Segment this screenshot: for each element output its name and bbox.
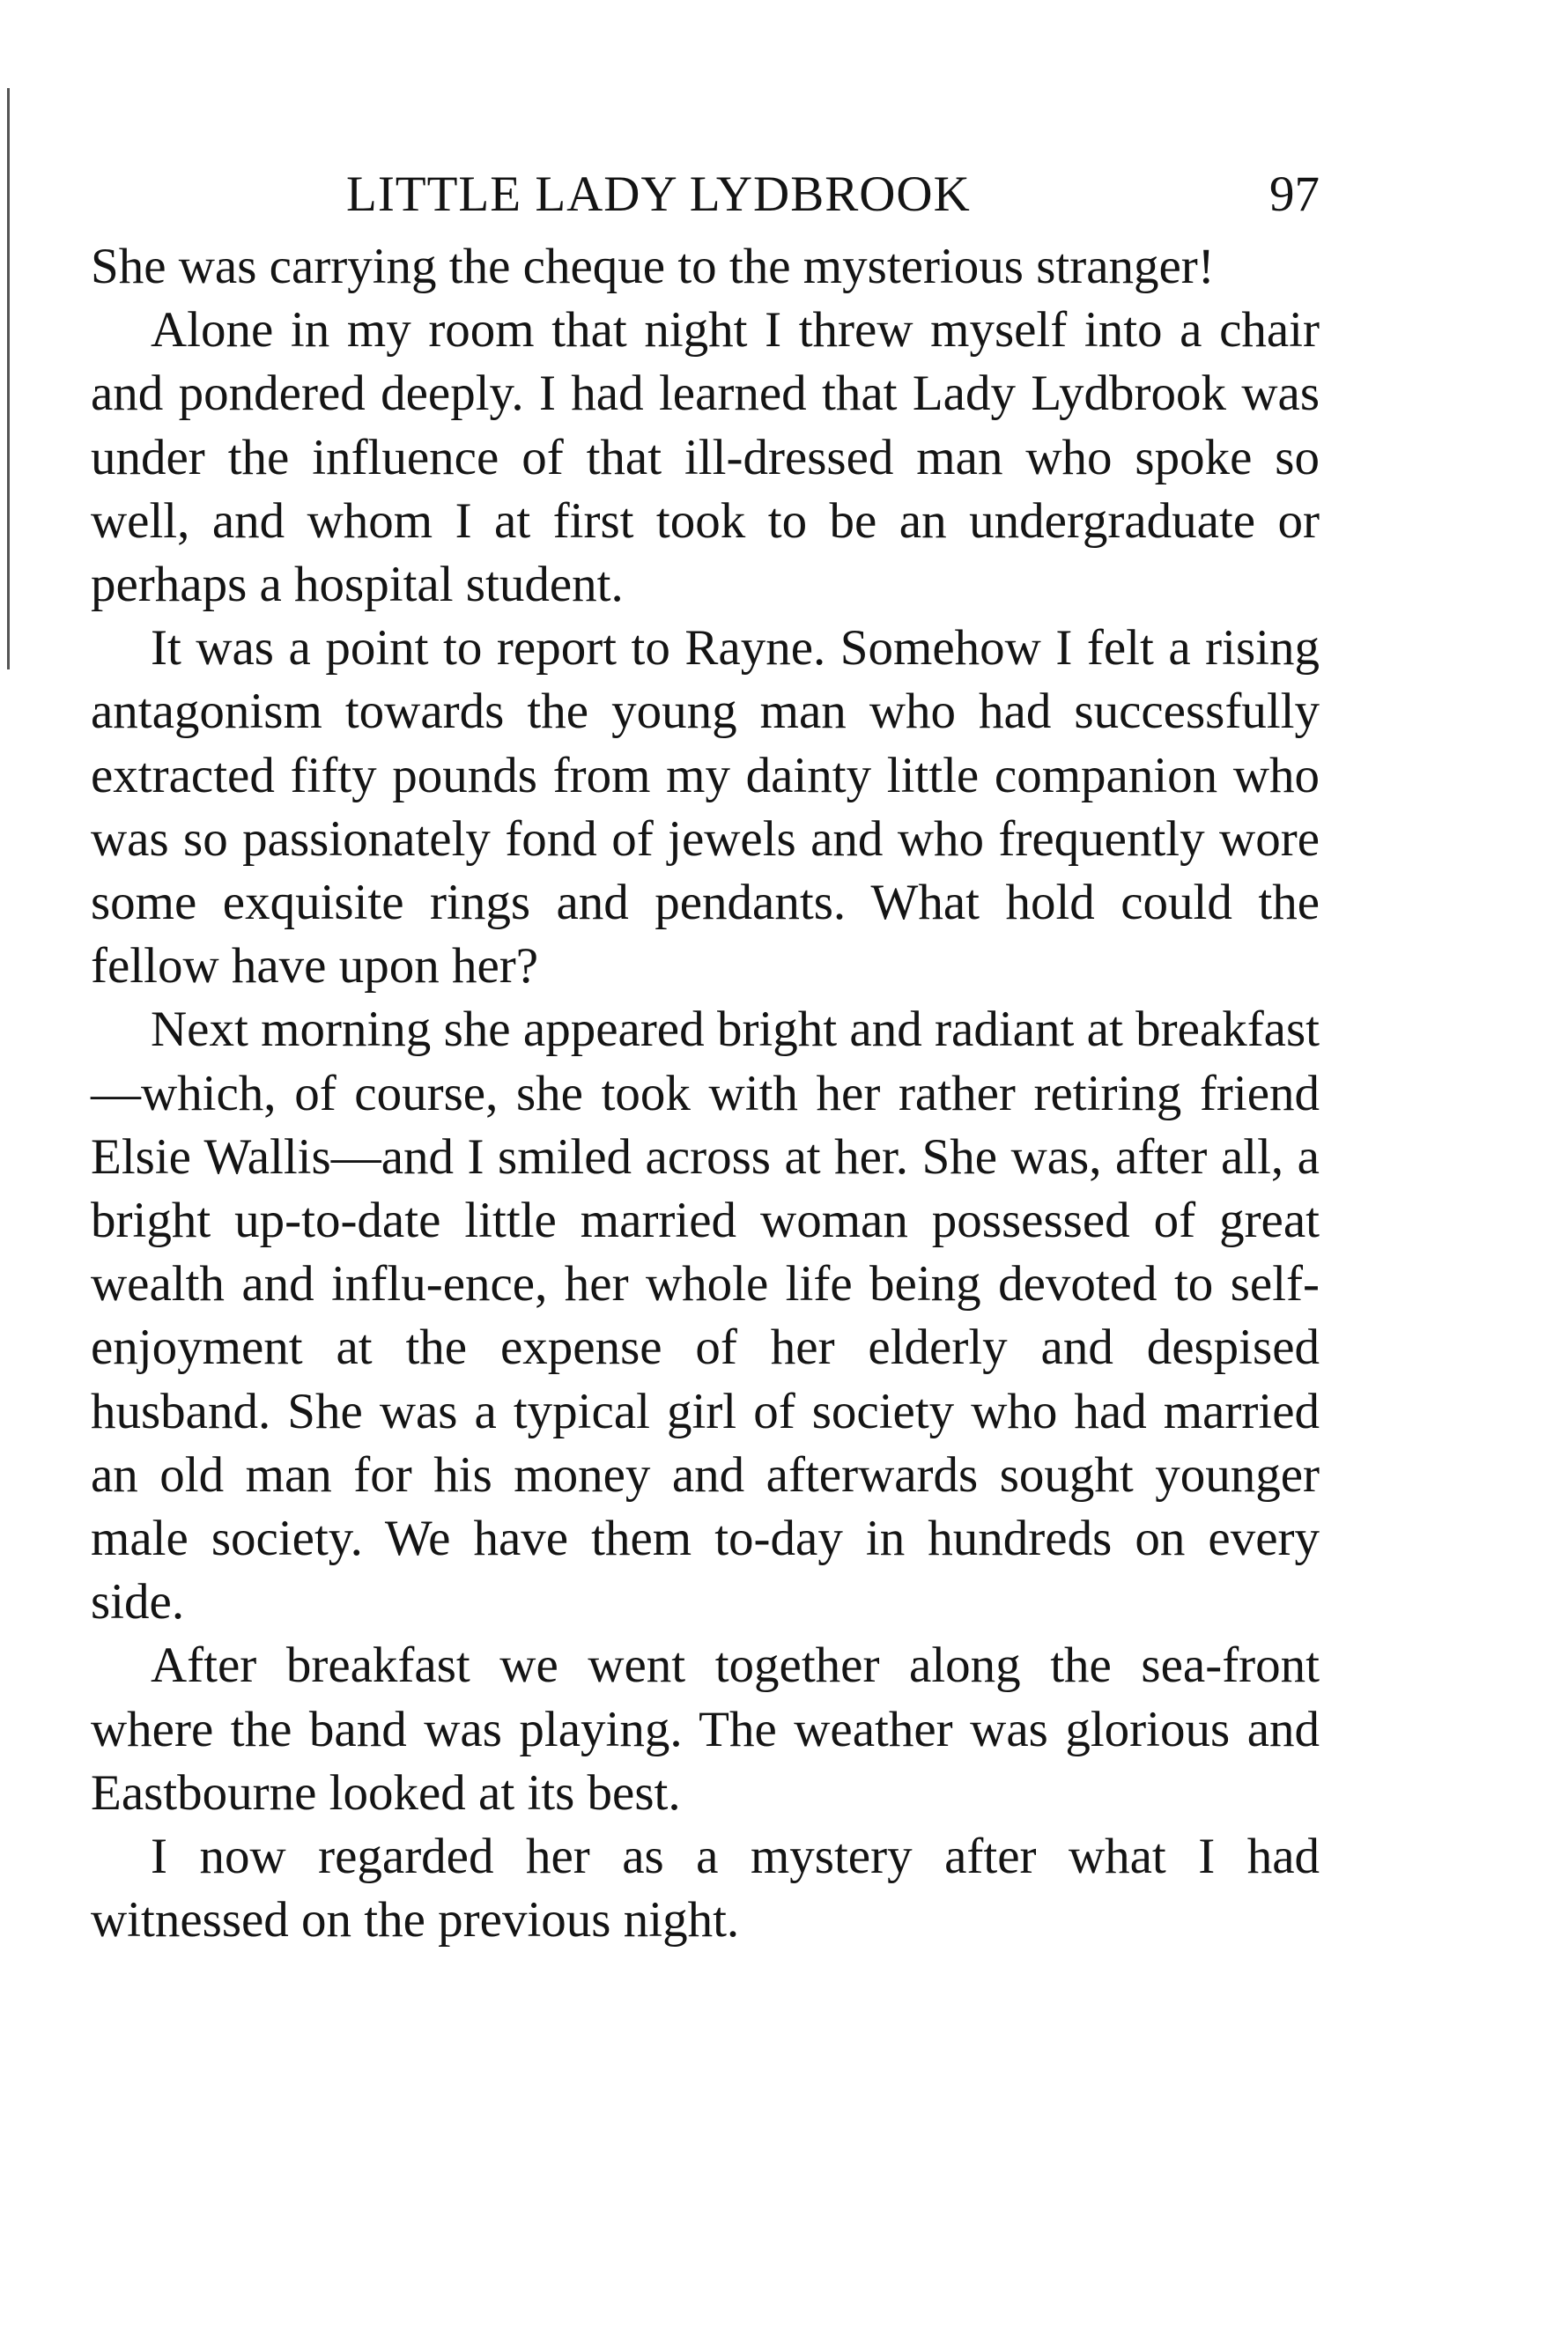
paragraph-6: I now regarded her as a mystery after what I had witnessed on the previous night. — [91, 1829, 1320, 1948]
paragraph-3: It was a point to report to Rayne. Somehow I felt a rising antagonism towards the young man who had successfully extracted fifty pounds from my dainty little companion who was so passionately fond of jewels and who frequently wore some exquisite rings and pendants. What hold could the fellow have upon her? — [91, 620, 1320, 994]
paragraph-2: Alone in my room that night I threw myself into a chair and pondered deeply. I had learned that Lady Lydbrook was under the influence of that ill-dressed man who spoke so well, and whom I at first took to be an undergraduate or perhaps a hospital student. — [91, 302, 1320, 613]
margin-rule — [7, 88, 10, 669]
paragraph-1: She was carrying the cheque to the mysterious stranger! — [91, 239, 1215, 294]
paragraph-4: Next morning she appeared bright and radiant at breakfast—which, of course, she took with her rather retiring friend Elsie Wallis—and I smiled across at her. She was, after all, a bright up-to-date little married woman possessed of great wealth and influ-ence, her whole life being devoted to self-enjoyment at the expense of her elderly and despised husband. She was a typical girl of society who had married an old man for his money and afterwards sought younger male society. We have them to-day in hundreds on every side. — [91, 1002, 1320, 1630]
page-number: 97 — [1269, 166, 1320, 222]
paragraph-5: After breakfast we went together along the sea-front where the band was playing. The weather was glorious and Eastbourne looked at its best. — [91, 1638, 1320, 1821]
running-title: LITTLE LADY LYDBROOK — [346, 166, 971, 222]
running-head — [91, 154, 1320, 235]
book-page — [91, 154, 1320, 1952]
